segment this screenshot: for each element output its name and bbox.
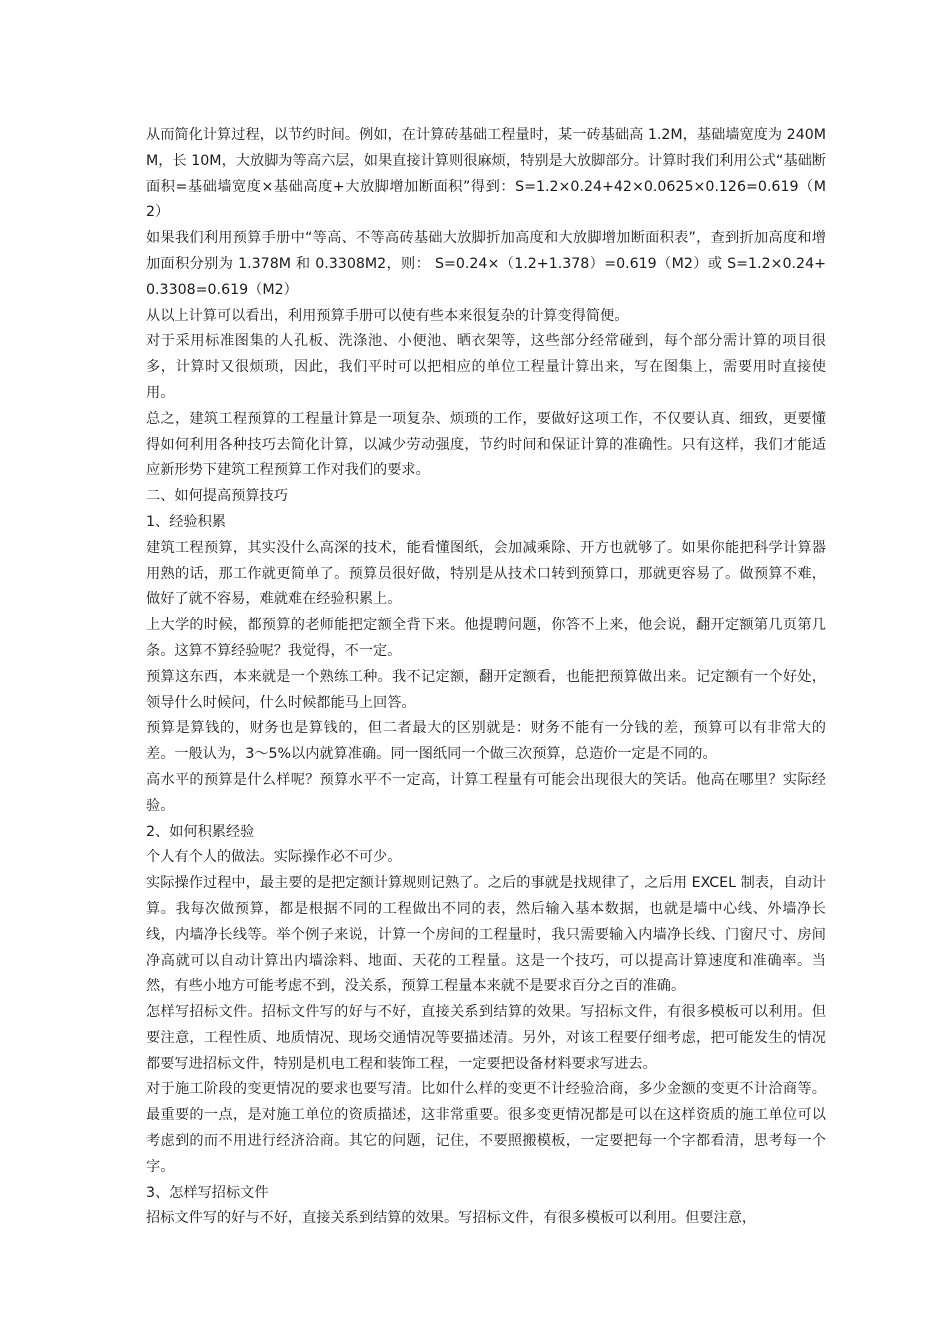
- subsection-heading: 2、如何积累经验: [146, 823, 255, 840]
- document-body: [146, 123, 826, 1232]
- paragraph: 怎样写招标文件。招标文件写的好与不好，直接关系到结算的效果。写招标文件，有很多模板可以利用。但要注意，工程性质、地质情况、现场交通情况等要描述清。另外，对该工程要仔细考虑，把可能发生的情况都要写进招标文件，特别是机电工程和装饰工程，一定要把设备材料要求写进去。: [146, 1004, 826, 1072]
- paragraph: 上大学的时候，都预算的老师能把定额全背下来。他提聘问题，你答不上来，他会说，翻开定额第几页第几条。这算不算经验呢？我觉得，不一定。: [146, 617, 826, 659]
- paragraph: 如果我们利用预算手册中“等高、不等高砖基础大放脚折加高度和大放脚增加断面积表”，查到折加高度和增加面积分别为 1.378M 和 0.3308M2，则： S=0.24×（1.2+1.378）=0.619（M2）或 S=1.2×0.24+0.3308=0.619（M2）: [146, 230, 826, 298]
- subsection-heading: 1、经验积累: [146, 513, 226, 530]
- paragraph: 对于采用标准图集的人孔板、洗涤池、小便池、晒衣架等，这些部分经常碰到，每个部分需计算的项目很多，计算时又很烦琐，因此，我们平时可以把相应的单位工程量计算出来，写在图集上，需要用时直接使用。: [146, 333, 826, 401]
- paragraph: 个人有个人的做法。实际操作必不可少。: [146, 849, 402, 866]
- paragraph: 从而简化计算过程，以节约时间。例如，在计算砖基础工程量时，某一砖基础高 1.2M，基础墙宽度为 240MM，长 10M，大放脚为等高六层，如果直接计算则很麻烦，特别是大放脚部分。计算时我们利用公式“基础断面积=基础墙宽度×基础高度+大放脚增加断面积”得到：S=1.2×0.24+42×0.0625×0.126=0.619（M2）: [146, 127, 826, 221]
- paragraph: 建筑工程预算，其实没什么高深的技术，能看懂图纸，会加减乘除、开方也就够了。如果你能把科学计算器用熟的话，那工作就更简单了。预算员很好做，特别是从技术口转到预算口，那就更容易了。做预算不难，做好了就不容易，难就难在经验积累上。: [146, 539, 826, 608]
- paragraph: 预算是算钱的，财务也是算钱的，但二者最大的区别就是：财务不能有一分钱的差，预算可以有非常大的差。一般认为，3～5%以内就算准确。同一图纸同一个做三次预算，总造价一定是不同的。: [146, 720, 826, 763]
- paragraph: 招标文件写的好与不好，直接关系到结算的效果。写招标文件，有很多模板可以利用。但要注意，: [146, 1210, 757, 1227]
- paragraph: 高水平的预算是什么样呢？预算水平不一定高，计算工程量有可能会出现很大的笑话。他高在哪里？实际经验。: [146, 771, 826, 814]
- paragraph: 总之，建筑工程预算的工程量计算是一项复杂、烦琐的工作，要做好这项工作，不仅要认真、细致，更要懂得如何利用各种技巧去简化计算，以减少劳动强度，节约时间和保证计算的准确性。只有这样，我们才能适应新形势下建筑工程预算工作对我们的要求。: [146, 410, 826, 479]
- section-heading: 二、如何提高预算技巧: [146, 488, 288, 505]
- paragraph: 预算这东西，本来就是一个熟练工种。我不记定额，翻开定额看，也能把预算做出来。记定额有一个好处，领导什么时候问，什么时候都能马上回答。: [146, 668, 826, 711]
- subsection-heading: 3、怎样写招标文件: [146, 1184, 269, 1201]
- paragraph: 实际操作过程中，最主要的是把定额计算规则记熟了。之后的事就是找规律了，之后用 EXCEL 制表，自动计算。我每次做预算，都是根据不同的工程做出不同的表，然后输入基本数据，也就是墙中心线、外墙净长线，内墙净长线等。举个例子来说，计算一个房间的工程量时，我只需要输入内墙净长线、门窗尺寸、房间净高就可以自动计算出内墙涂料、地面、天花的工程量。这是一个技巧，可以提高计算速度和准确率。当然，有些小地方可能考虑不到，没关系，预算工程量本来就不是要求百分之百的准确。: [146, 875, 826, 995]
- paragraph: 对于施工阶段的变更情况的要求也要写清。比如什么样的变更不计经验洽商，多少金额的变更不计洽商等。最重要的一点，是对施工单位的资质描述，这非常重要。很多变更情况都是可以在这样资质的施工单位可以考虑到的而不用进行经济洽商。其它的问题，记住，不要照搬模板，一定要把每一个字都看清，思考每一个字。: [146, 1081, 826, 1175]
- paragraph: 从以上计算可以看出，利用预算手册可以使有些本来很复杂的计算变得简便。: [146, 307, 629, 324]
